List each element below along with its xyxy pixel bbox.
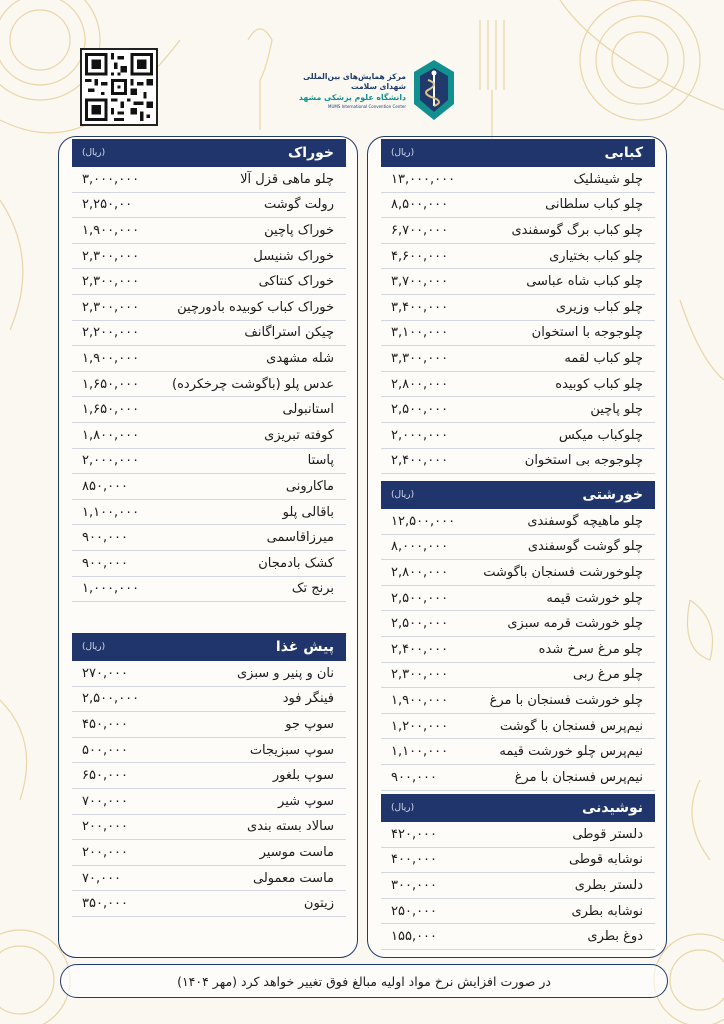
menu-list xyxy=(72,167,346,602)
item-price: ۱,۱۰۰,۰۰۰ xyxy=(391,744,449,760)
item-price: ۳۵۰,۰۰۰ xyxy=(82,896,129,912)
item-name: چلو خورشت قرمه سبزی xyxy=(507,616,643,632)
section-title: پیش غذا xyxy=(275,639,334,655)
item-name: چلو مرغ سرخ شده xyxy=(538,641,643,657)
item-price: ۲,۰۰۰,۰۰۰ xyxy=(391,427,449,443)
item-price: ۳,۱۰۰,۰۰۰ xyxy=(391,325,449,341)
item-price: ۸۵۰,۰۰۰ xyxy=(82,478,129,494)
item-name: استانبولی xyxy=(282,402,334,418)
item-name: نیم‌پرس فسنجان با گوشت xyxy=(499,718,643,734)
menu-item-row xyxy=(72,321,346,347)
item-price: ۶۵۰,۰۰۰ xyxy=(82,768,129,784)
item-name: چلوکباب میکس xyxy=(558,427,643,443)
item-name: چلو کباب کوبیده xyxy=(555,376,643,392)
menu-list xyxy=(381,167,655,474)
menu-item-row xyxy=(72,551,346,577)
item-name: ماست معمولی xyxy=(253,870,334,886)
menu-item-row xyxy=(381,321,655,347)
section-khorak xyxy=(72,139,346,602)
menu-item-row xyxy=(72,167,346,193)
menu-item-row xyxy=(381,346,655,372)
currency-unit: (ریال) xyxy=(391,148,415,158)
item-name: چلوجوجه با استخوان xyxy=(531,325,643,341)
item-name: چلو کباب وزیری xyxy=(555,299,643,315)
item-price: ۲,۵۰۰,۰۰۰ xyxy=(391,590,449,606)
menu-item-row xyxy=(72,763,346,789)
item-name: چلو پاچین xyxy=(590,402,643,418)
menu-item-row xyxy=(381,822,655,848)
menu-item-row xyxy=(72,372,346,398)
item-name: چلوخورشت فسنجان باگوشت xyxy=(483,564,643,580)
menu-item-row xyxy=(72,218,346,244)
item-price: ۲,۳۰۰,۰۰۰ xyxy=(82,299,140,315)
menu-item-row xyxy=(381,765,655,791)
menu-item-row xyxy=(72,891,346,917)
item-price: ۹۰۰,۰۰۰ xyxy=(82,555,129,571)
menu-item-row xyxy=(381,848,655,874)
item-name: ماکارونی xyxy=(285,478,334,494)
menu-item-row xyxy=(72,423,346,449)
item-name: میرزاقاسمی xyxy=(266,530,334,546)
menu-item-row xyxy=(381,449,655,475)
item-name: نوشابه بطری xyxy=(571,903,643,919)
item-price: ۱۳,۰۰۰,۰۰۰ xyxy=(391,171,456,187)
item-price: ۴,۶۰۰,۰۰۰ xyxy=(391,248,449,264)
item-price: ۱,۰۰۰,۰۰۰ xyxy=(82,581,140,597)
menu-item-row xyxy=(381,269,655,295)
item-name: باقالی پلو xyxy=(282,504,334,520)
item-price: ۲,۴۰۰,۰۰۰ xyxy=(391,453,449,469)
item-price: ۱,۶۵۰,۰۰۰ xyxy=(82,402,140,418)
item-name: سوپ سبزیجات xyxy=(249,742,334,758)
menu-item-row xyxy=(381,714,655,740)
item-name: خوراک شنیسل xyxy=(253,248,334,264)
menu-item-row xyxy=(381,218,655,244)
item-price: ۲,۳۰۰,۰۰۰ xyxy=(391,667,449,683)
item-price: ۲,۳۰۰,۰۰۰ xyxy=(82,248,140,264)
menu-item-row xyxy=(381,167,655,193)
currency-unit: (ریال) xyxy=(391,490,415,500)
university-name: دانشگاه علوم پزشکی مشهد xyxy=(298,93,406,102)
item-name: فینگر فود xyxy=(282,691,334,707)
menu-item-row xyxy=(381,423,655,449)
menu-item-row xyxy=(381,535,655,561)
menu-item-row xyxy=(381,688,655,714)
item-name: نان و پنیر و سبزی xyxy=(236,665,334,681)
item-name: چلو خورشت قیمه xyxy=(546,590,643,606)
item-name: خوراک کباب کوبیده بادورچین xyxy=(177,299,334,315)
menu-item-row xyxy=(72,712,346,738)
menu-item-row xyxy=(72,500,346,526)
menu-item-row xyxy=(381,372,655,398)
item-price: ۴۰۰,۰۰۰ xyxy=(391,852,438,868)
item-price: ۴۵۰,۰۰۰ xyxy=(82,716,129,732)
menu-item-row xyxy=(72,577,346,603)
menu-item-row xyxy=(72,815,346,841)
menu-item-row xyxy=(72,449,346,475)
menu-item-row xyxy=(381,244,655,270)
item-name: دلستر قوطی xyxy=(572,826,643,842)
section-khoreshti xyxy=(381,481,655,791)
menu-list xyxy=(72,661,346,917)
item-price: ۲,۲۰۰,۰۰۰ xyxy=(82,325,140,341)
item-name: پاستا xyxy=(307,453,334,469)
menu-item-row xyxy=(381,739,655,765)
item-price: ۲۷۰,۰۰۰ xyxy=(82,665,129,681)
item-name: چلو کباب بختیاری xyxy=(549,248,643,264)
menu-item-row xyxy=(72,661,346,687)
currency-unit: (ریال) xyxy=(82,642,106,652)
item-name: چلو گوشت گوسفندی xyxy=(527,539,643,555)
item-name: برنج تک xyxy=(291,581,334,597)
menu-item-row xyxy=(72,346,346,372)
section-header xyxy=(72,633,346,661)
price-change-notice: در صورت افزایش نرخ مواد اولیه مبالغ فوق تغییر خواهد کرد (مهر ۱۴۰۴) xyxy=(60,964,668,998)
section-pishghaza xyxy=(72,633,346,917)
menu-item-row xyxy=(381,397,655,423)
item-price: ۲,۵۰۰,۰۰۰ xyxy=(82,691,140,707)
item-price: ۳,۳۰۰,۰۰۰ xyxy=(391,350,449,366)
item-name: خوراک پاچین xyxy=(264,222,334,238)
item-price: ۱,۲۰۰,۰۰۰ xyxy=(391,718,449,734)
section-title: کبابی xyxy=(604,145,643,161)
item-name: ماست موسیر xyxy=(259,844,334,860)
item-price: ۵۰۰,۰۰۰ xyxy=(82,742,129,758)
item-name: چیکن استراگانف xyxy=(244,325,334,341)
item-price: ۷۰۰,۰۰۰ xyxy=(82,793,129,809)
menu-item-row xyxy=(72,840,346,866)
menu-item-row xyxy=(72,525,346,551)
menu-item-row xyxy=(72,244,346,270)
menu-list xyxy=(381,822,655,950)
menu-item-row xyxy=(72,474,346,500)
item-price: ۲۰۰,۰۰۰ xyxy=(82,844,129,860)
section-header xyxy=(381,139,655,167)
item-price: ۸,۵۰۰,۰۰۰ xyxy=(391,197,449,213)
menu-item-row xyxy=(381,586,655,612)
qr-code xyxy=(80,48,158,126)
section-header xyxy=(72,139,346,167)
item-price: ۲,۵۰۰,۰۰۰ xyxy=(391,616,449,632)
item-price: ۴۲۰,۰۰۰ xyxy=(391,826,438,842)
menu-item-row xyxy=(381,637,655,663)
item-name: چلو کباب شاه عباسی xyxy=(526,274,643,290)
menu-item-row xyxy=(72,269,346,295)
item-name: سوپ شیر xyxy=(278,793,334,809)
item-name: سوپ جو xyxy=(285,716,334,732)
item-name: چلو ماهی قزل آلا xyxy=(240,171,334,187)
item-price: ۱۲,۵۰۰,۰۰۰ xyxy=(391,513,456,529)
item-name: نوشابه قوطی xyxy=(568,852,643,868)
section-header xyxy=(381,481,655,509)
menu-item-row xyxy=(381,663,655,689)
currency-unit: (ریال) xyxy=(391,803,415,813)
menu-item-row xyxy=(381,560,655,586)
item-price: ۲,۲۵۰,۰۰ xyxy=(82,197,133,213)
item-name: نیم‌پرس چلو خورشت قیمه xyxy=(499,744,643,760)
item-price: ۱,۹۰۰,۰۰۰ xyxy=(82,350,140,366)
item-price: ۳,۰۰۰,۰۰۰ xyxy=(82,171,140,187)
item-price: ۱,۶۵۰,۰۰۰ xyxy=(82,376,140,392)
item-price: ۱,۸۰۰,۰۰۰ xyxy=(82,427,140,443)
item-name: عدس پلو (باگوشت چرخکرده) xyxy=(172,376,334,392)
item-price: ۲,۴۰۰,۰۰۰ xyxy=(391,641,449,657)
item-name: خوراک کنتاکی xyxy=(258,274,334,290)
item-name: دوغ بطری xyxy=(587,929,643,945)
item-price: ۱۵۵,۰۰۰ xyxy=(391,929,438,945)
item-name: کوفته تبریزی xyxy=(264,427,334,443)
currency-unit: (ریال) xyxy=(82,148,106,158)
item-price: ۲,۰۰۰,۰۰۰ xyxy=(82,453,140,469)
menu-item-row xyxy=(381,295,655,321)
section-header xyxy=(381,794,655,822)
item-name: چلو کباب برگ گوسفندی xyxy=(511,222,643,238)
menu-list xyxy=(381,509,655,791)
item-price: ۲,۸۰۰,۰۰۰ xyxy=(391,564,449,580)
menu-item-row xyxy=(381,611,655,637)
item-price: ۲,۵۰۰,۰۰۰ xyxy=(391,402,449,418)
item-price: ۸,۰۰۰,۰۰۰ xyxy=(391,539,449,555)
section-title: خورشتی xyxy=(582,487,643,503)
item-price: ۹۰۰,۰۰۰ xyxy=(391,769,438,785)
item-price: ۱,۹۰۰,۰۰۰ xyxy=(391,692,449,708)
item-price: ۹۰۰,۰۰۰ xyxy=(82,530,129,546)
menu-item-row xyxy=(381,899,655,925)
item-name: چلو کباب سلطانی xyxy=(545,197,643,213)
section-kababi xyxy=(381,139,655,474)
item-price: ۲,۸۰۰,۰۰۰ xyxy=(391,376,449,392)
item-name: چلوجوجه بی استخوان xyxy=(524,453,643,469)
item-name: چلو کباب لقمه xyxy=(564,350,643,366)
item-price: ۲۰۰,۰۰۰ xyxy=(82,819,129,835)
item-price: ۲,۳۰۰,۰۰۰ xyxy=(82,274,140,290)
menu-item-row xyxy=(381,509,655,535)
item-name: دلستر بطری xyxy=(574,877,643,893)
section-nooshidani xyxy=(381,794,655,950)
organization-logo xyxy=(282,58,460,128)
org-english-name: MUMS International Convention Center xyxy=(328,104,406,109)
menu-item-row xyxy=(72,687,346,713)
item-name: چلو خورشت فسنجان با مرغ xyxy=(489,692,643,708)
item-name: رولت گوشت xyxy=(264,197,334,213)
menu-item-row xyxy=(72,789,346,815)
menu-item-row xyxy=(72,866,346,892)
menu-item-row xyxy=(72,397,346,423)
org-name: مرکز همایش‌های بین‌المللی شهدای سلامت xyxy=(303,72,406,91)
item-price: ۱,۱۰۰,۰۰۰ xyxy=(82,504,140,520)
item-price: ۶,۷۰۰,۰۰۰ xyxy=(391,222,449,238)
menu-item-row xyxy=(72,193,346,219)
item-name: زیتون xyxy=(303,896,334,912)
section-title: نوشیدنی xyxy=(581,800,643,816)
menu-item-row xyxy=(381,193,655,219)
item-price: ۷۰,۰۰۰ xyxy=(82,870,122,886)
menu-item-row xyxy=(381,924,655,950)
item-name: سوپ بلغور xyxy=(272,768,334,784)
menu-item-row xyxy=(72,738,346,764)
item-name: چلو شیشلیک xyxy=(573,171,643,187)
item-name: سالاد بسته بندی xyxy=(247,819,334,835)
item-price: ۳,۴۰۰,۰۰۰ xyxy=(391,299,449,315)
item-name: نیم‌پرس فسنجان با مرغ xyxy=(514,769,643,785)
menu-item-row xyxy=(381,873,655,899)
item-name: کشک بادمجان xyxy=(258,555,334,571)
caduceus-emblem-icon xyxy=(410,58,458,124)
item-price: ۱,۹۰۰,۰۰۰ xyxy=(82,222,140,238)
item-price: ۲۵۰,۰۰۰ xyxy=(391,903,438,919)
item-name: چلو ماهیچه گوسفندی xyxy=(527,513,643,529)
section-title: خوراک xyxy=(287,145,334,161)
item-name: چلو مرغ ربی xyxy=(573,667,643,683)
menu-item-row xyxy=(72,295,346,321)
item-price: ۳۰۰,۰۰۰ xyxy=(391,877,438,893)
item-price: ۳,۷۰۰,۰۰۰ xyxy=(391,274,449,290)
item-name: شله مشهدی xyxy=(266,350,334,366)
